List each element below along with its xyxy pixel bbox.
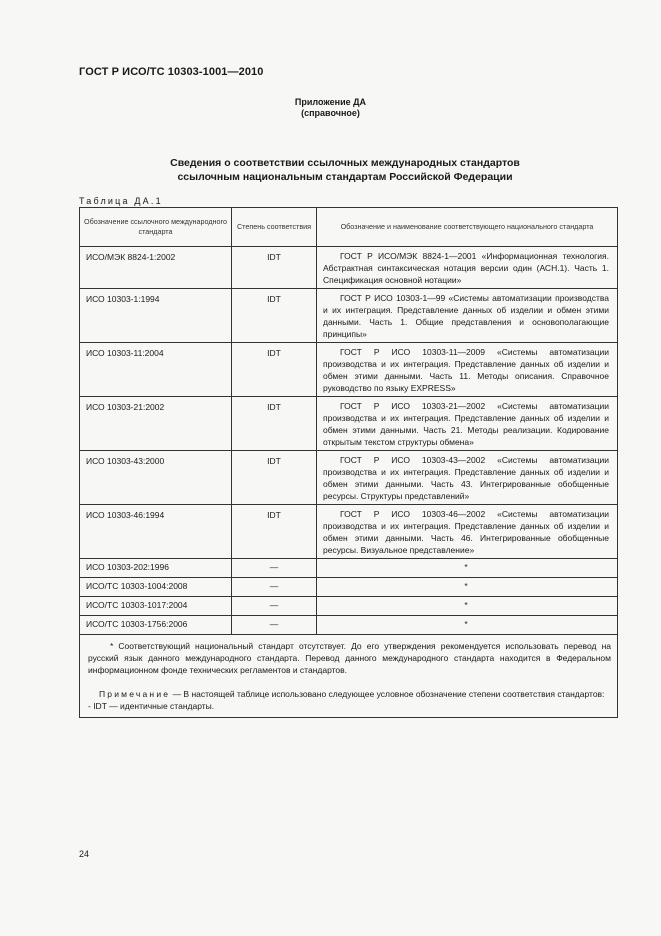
header-international-standard: Обозначение ссылочного международного стандарта [80,208,232,247]
cell-international: ИСО 10303-21:2002 [80,397,232,451]
table-label: Таблица ДА.1 [79,196,163,206]
cell-international: ИСО/ТС 10303-1017:2004 [80,597,232,616]
cell-degree: — [232,559,317,578]
note-item: - IDT — идентичные стандарты. [88,701,215,711]
cell-international: ИСО/ТС 10303-1756:2006 [80,616,232,635]
table-row [80,289,618,343]
table-row [80,343,618,397]
cell-degree: — [232,597,317,616]
cell-international: ИСО 10303-43:2000 [80,451,232,505]
cell-degree: IDT [232,247,317,289]
cell-national-text: ГОСТ Р ИСО 10303-46—2002 «Системы автоматизации производства и их интеграция. Представление данных об изделии и обмен этими данными. Часть 46. Интегрированные обобщенные ресурсы. Визуальное представление» [323,509,609,555]
cell-national: * [317,597,618,616]
references-table [79,207,618,718]
table-footer [80,635,618,718]
table-row [80,578,618,597]
table-footer-row [80,635,618,718]
section-title-line-2: ссылочным национальным стандартам Российской Федерации [177,171,513,183]
note [88,688,611,700]
document-header: ГОСТ Р ИСО/ТС 10303-1001—2010 [79,66,264,78]
note-label: Примечание [99,689,171,699]
cell-national [317,505,618,559]
appendix-subtitle: (справочное) [301,108,360,118]
cell-international: ИСО 10303-46:1994 [80,505,232,559]
appendix-heading [0,97,661,119]
table-row [80,559,618,578]
cell-degree: IDT [232,343,317,397]
cell-international: ИСО/МЭК 8824-1:2002 [80,247,232,289]
header-national-standard: Обозначение и наименование соответствующего национального стандарта [317,208,618,247]
cell-degree: IDT [232,451,317,505]
cell-national [317,289,618,343]
cell-national: * [317,559,618,578]
footnote: * Соответствующий национальный стандарт отсутствует. До его утверждения рекомендуется использовать перевод на русский язык данного международного стандарта. Перевод данного международного стандарта находится в Федеральном информационном фонде технических регламентов и стандартов. [88,641,611,675]
cell-degree: — [232,616,317,635]
cell-national [317,343,618,397]
table-row [80,597,618,616]
table-header-row [80,208,618,247]
table-row [80,451,618,505]
cell-national: * [317,616,618,635]
cell-national-text: ГОСТ Р ИСО 10303-1—99 «Системы автоматизации производства и их интеграция. Представление данных об изделии и обмен этими данными. Часть 1. Общие представления и основополагающие принципы» [323,293,609,339]
cell-degree: IDT [232,397,317,451]
cell-national-text: ГОСТ Р ИСО/МЭК 8824-1—2001 «Информационная технология. Абстрактная синтаксическая нотация версии один (АСН.1). Часть 1. Спецификация основной нотации» [323,251,609,285]
cell-national-text: ГОСТ Р ИСО 10303-43—2002 «Системы автоматизации производства и их интеграция. Представление данных об изделии и обмен этими данными. Часть 43. Интегрированные обобщенные ресурсы. Структуры представлений» [323,455,609,501]
cell-national-text: ГОСТ Р ИСО 10303-21—2002 «Системы автоматизации производства и их интеграция. Представление данных об изделии и обмен этими данными. Часть 21. Методы реализации. Кодирование открытым текстом структуры обмена» [323,401,609,447]
table-row [80,505,618,559]
note-text: — В настоящей таблице использовано следующее условное обозначение степени соответствия стандартов: [170,689,605,699]
cell-degree: IDT [232,289,317,343]
cell-national [317,451,618,505]
cell-national: * [317,578,618,597]
cell-international: ИСО 10303-202:1996 [80,559,232,578]
page-number: 24 [79,849,90,859]
cell-degree: IDT [232,505,317,559]
cell-international: ИСО/ТС 10303-1004:2008 [80,578,232,597]
cell-national [317,247,618,289]
table-row [80,247,618,289]
cell-international: ИСО 10303-1:1994 [80,289,232,343]
table-row [80,616,618,635]
section-title-line-1: Сведения о соответствии ссылочных международных стандартов [170,157,520,169]
cell-national-text: ГОСТ Р ИСО 10303-11—2009 «Системы автоматизации производства и их интеграция. Представление данных об изделии и обмен этими данными. Часть 11. Методы описания. Справочное руководство по языку EXPRESS» [323,347,609,393]
cell-national [317,397,618,451]
section-title [0,156,661,184]
table-row [80,397,618,451]
cell-degree: — [232,578,317,597]
cell-international: ИСО 10303-11:2004 [80,343,232,397]
appendix-title: Приложение ДА [294,97,367,107]
header-degree: Степень соответствия [232,208,317,247]
